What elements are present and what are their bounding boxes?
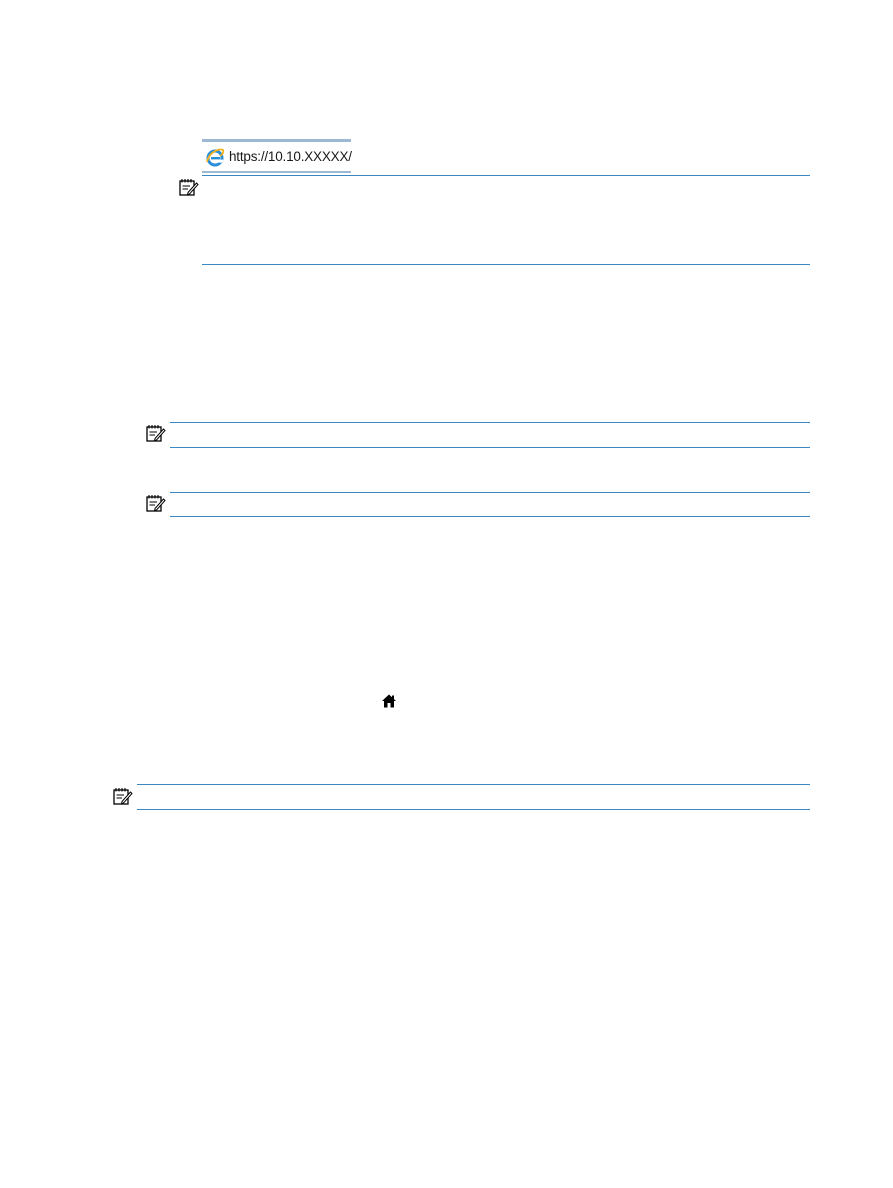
internet-explorer-icon — [205, 147, 225, 167]
browser-address-bar — [202, 139, 351, 173]
note-top-rule — [137, 784, 810, 785]
note-top-rule — [202, 175, 810, 176]
note-bottom-rule — [170, 447, 810, 448]
note-top-rule — [170, 422, 810, 423]
note-bottom-rule — [202, 264, 810, 265]
note-icon — [113, 787, 133, 805]
note-icon — [179, 178, 199, 196]
note-icon — [146, 494, 166, 512]
home-icon — [381, 693, 397, 709]
address-url: https://10.10.XXXXX/ — [229, 149, 352, 164]
note-icon — [146, 424, 166, 442]
note-bottom-rule — [137, 809, 810, 810]
note-bottom-rule — [170, 516, 810, 517]
note-top-rule — [170, 492, 810, 493]
